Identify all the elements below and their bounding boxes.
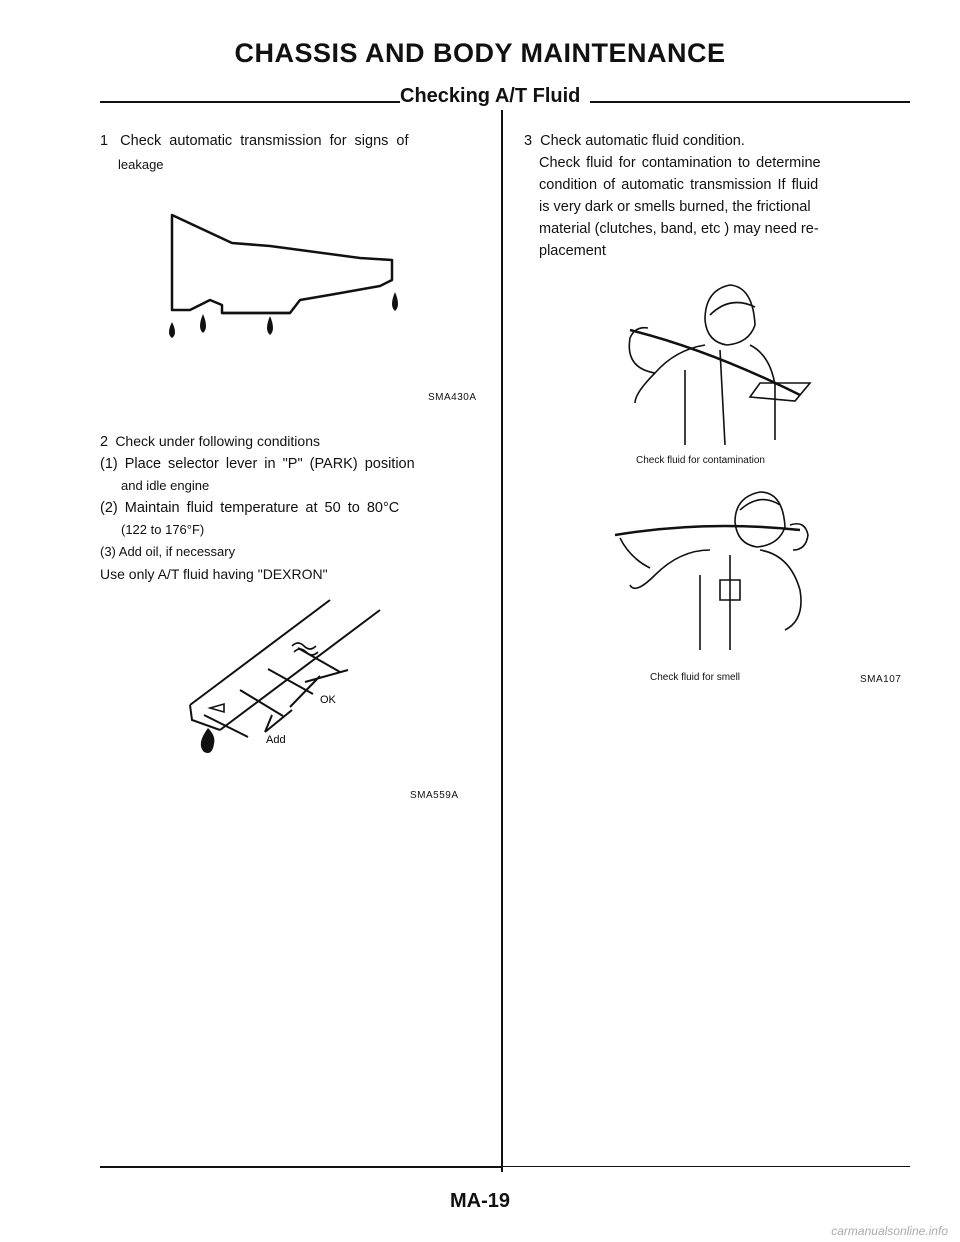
transmission-outline [172,215,392,313]
ok-label: OK [320,694,336,706]
dipstick-illustration [180,590,400,770]
head-outline [705,285,755,345]
step-2 [100,430,490,585]
condition-1: (1) Place selector lever in "P" (PARK) position [100,456,415,472]
step-1-text-cont: leakage [118,157,164,172]
add-label: Add [266,734,286,746]
figure-code-sma559a: SMA559A [410,790,459,801]
condition-2-cont: (122 to 176°F) [121,522,205,537]
step-1 [100,130,480,177]
step-3-line-4: material (clutches, band, etc ) may need re- [539,221,819,237]
step-3-number: 3 [524,133,533,149]
drop-4 [392,292,398,311]
page-number: MA-19 [449,1190,510,1212]
dipstick-line [615,526,800,535]
step-3-heading: Check automatic fluid condition. [540,133,745,149]
torso-outline [635,345,775,445]
drop-2 [200,314,206,333]
drop-1 [169,322,175,338]
step-1-text: Check automatic transmission for signs of [120,133,409,149]
column-divider [501,110,503,1172]
fluid-drip [201,728,215,753]
dexron-note: Use only A/T fluid having "DEXRON" [100,566,328,582]
smell-check-illustration [610,480,825,660]
figure-code-sma430a: SMA430A [428,392,477,403]
step-3-line-2: condition of automatic transmission If fluid [539,177,819,193]
drop-3 [267,316,273,335]
header-rule-left [100,101,400,103]
footer-rule-right [503,1166,910,1167]
ok-mark [290,670,348,707]
section-title: Checking A/T Fluid [400,85,581,107]
step-1-number: 1 [100,133,109,149]
transmission-leak-illustration [160,210,430,370]
figure-code-sma107: SMA107 [860,674,902,685]
step-2-number: 2 [100,434,109,450]
hand [790,524,808,550]
caption-contamination: Check fluid for contamination [636,455,765,466]
condition-1-cont: and idle engine [121,478,210,493]
step-3 [524,130,914,262]
caption-smell: Check fluid for smell [650,672,741,683]
contamination-check-illustration [615,275,825,450]
arm [620,538,650,568]
header-rule-right [590,101,910,103]
footer-rule-left [100,1166,502,1168]
page-title: CHASSIS AND BODY MAINTENANCE [234,38,726,68]
condition-2: (2) Maintain fluid temperature at 50 to 80°C [100,500,400,516]
step-3-line-5: placement [539,243,606,259]
step-3-line-3: is very dark or smells burned, the frictional [539,199,811,215]
step-2-intro: Check under following conditions [115,433,320,449]
condition-3: (3) Add oil, if necessary [100,544,236,559]
fluid-drops [169,292,398,338]
torso-outline [630,550,801,650]
step-3-line-1: Check fluid for contamination to determine [539,155,821,171]
watermark-url: carmanualsonline.info [831,1224,948,1238]
